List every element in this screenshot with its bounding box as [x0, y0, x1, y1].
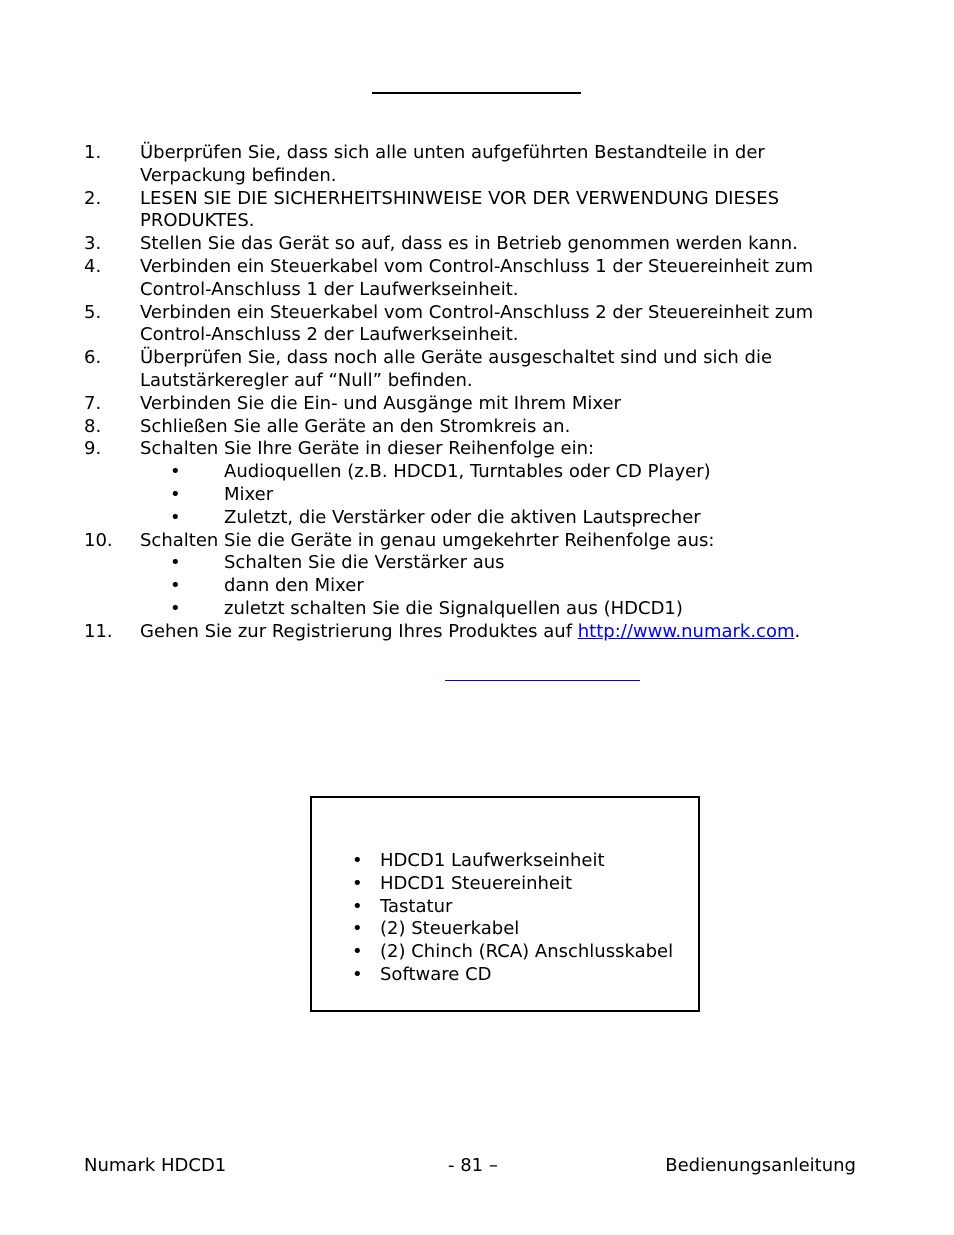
- sub-bullet-item: [84, 598, 874, 621]
- sub-bullet-item: [84, 484, 874, 507]
- step-item: [84, 302, 874, 348]
- step-number: 8.: [84, 415, 102, 437]
- step-item: [84, 530, 874, 553]
- sentence-period: .: [794, 620, 801, 642]
- list-item: [352, 896, 673, 919]
- step-item: [84, 621, 874, 644]
- sub-bullet-text: Zuletzt, die Verstärker oder die aktiven Lautsprecher: [224, 506, 701, 528]
- numark-website-link[interactable]: http://www.numark.com: [577, 620, 795, 642]
- step-number: 10.: [84, 529, 113, 551]
- contents-item-text: HDCD1 Laufwerkseinheit: [380, 850, 605, 871]
- setup-steps-list: [84, 142, 874, 644]
- step-text: [140, 621, 874, 644]
- step-item: [84, 438, 874, 461]
- contents-item-text: Software CD: [380, 963, 492, 985]
- step-text: Schalten Sie die Geräte in genau umgekehrter Reihenfolge aus:: [140, 529, 715, 551]
- bullet-dot-icon: •: [352, 941, 363, 963]
- sub-bullet-text: Mixer: [224, 483, 274, 505]
- bullet-dot-icon: •: [352, 918, 363, 940]
- step-number: 5.: [84, 301, 102, 323]
- link-underline-rule: [445, 680, 640, 681]
- bullet-dot-icon: •: [170, 552, 181, 574]
- bullet-dot-icon: •: [170, 575, 181, 597]
- step-text: Stellen Sie das Gerät so auf, dass es in Betrieb genommen werden kann.: [140, 233, 798, 255]
- contents-item-text: Tastatur: [380, 895, 453, 917]
- footer-product-name: Numark HDCD1: [84, 1155, 227, 1176]
- step-number: 6.: [84, 347, 102, 369]
- step-text: LESEN SIE DIE SICHERHEITSHINWEISE VOR DER VERWENDUNG DIESES PRODUKTES.: [140, 187, 780, 232]
- title-underline: [372, 92, 581, 94]
- registration-text: Gehen Sie zur Registrierung Ihres Produktes auf: [140, 620, 578, 642]
- step-item: [84, 188, 874, 234]
- list-item: [352, 873, 673, 896]
- bullet-dot-icon: •: [352, 895, 363, 917]
- sub-bullet-text: Audioquellen (z.B. HDCD1, Turntables oder CD Player): [224, 461, 711, 483]
- bullet-dot-icon: •: [170, 483, 181, 505]
- bullet-dot-icon: •: [170, 506, 181, 528]
- step-text: Überprüfen Sie, dass noch alle Geräte ausgeschaltet sind und sich die Lautstärkeregler auf “Null” befinden.: [140, 347, 773, 391]
- step-item: [84, 347, 874, 393]
- bullet-dot-icon: •: [352, 850, 363, 871]
- list-item: [352, 941, 673, 964]
- sub-bullet-item: [84, 507, 874, 530]
- contents-item-text: HDCD1 Steuereinheit: [380, 872, 573, 894]
- step-item: [84, 142, 874, 188]
- step-number: 2.: [84, 187, 102, 209]
- step-text: Schließen Sie alle Geräte an den Stromkreis an.: [140, 415, 571, 437]
- step-number: 1.: [84, 142, 102, 163]
- bullet-dot-icon: •: [352, 963, 363, 985]
- step-item: [84, 233, 874, 256]
- step-text: Schalten Sie Ihre Geräte in dieser Reihenfolge ein:: [140, 438, 595, 460]
- step-text: Verbinden ein Steuerkabel vom Control-Anschluss 1 der Steuereinheit zum Control-Anschluss 1 der Laufwerkseinheit.: [140, 255, 814, 300]
- sub-bullet-item: [84, 461, 874, 484]
- sub-bullet-text: dann den Mixer: [224, 575, 364, 597]
- list-item: [352, 964, 673, 987]
- box-contents-list: [352, 850, 673, 987]
- step-number: 11.: [84, 620, 113, 642]
- list-item: [352, 850, 673, 873]
- footer-page-number: - 81 –: [448, 1155, 498, 1176]
- step-item: [84, 416, 874, 439]
- step-number: 7.: [84, 392, 102, 414]
- step-number: 4.: [84, 255, 102, 277]
- step-text: Überprüfen Sie, dass sich alle unten aufgeführten Bestandteile in der Verpackung befinden.: [140, 142, 765, 186]
- step-text: Verbinden Sie die Ein- und Ausgänge mit Ihrem Mixer: [140, 392, 621, 414]
- box-contents-panel: [310, 796, 700, 1012]
- footer-document-type: Bedienungsanleitung: [665, 1155, 856, 1176]
- bullet-dot-icon: •: [352, 872, 363, 894]
- page-footer: [84, 1155, 856, 1179]
- contents-item-text: (2) Chinch (RCA) Anschlusskabel: [380, 941, 674, 963]
- bullet-dot-icon: •: [170, 597, 181, 619]
- sub-bullet-item: [84, 575, 874, 598]
- contents-item-text: (2) Steuerkabel: [380, 918, 520, 940]
- step-number: 9.: [84, 438, 102, 460]
- step-number: 3.: [84, 233, 102, 255]
- step-item: [84, 393, 874, 416]
- sub-bullet-item: [84, 552, 874, 575]
- sub-bullet-text: Schalten Sie die Verstärker aus: [224, 552, 505, 574]
- step-text: Verbinden ein Steuerkabel vom Control-Anschluss 2 der Steuereinheit zum Control-Anschluss 2 der Laufwerkseinheit.: [140, 301, 814, 346]
- bullet-dot-icon: •: [170, 461, 181, 483]
- step-item: [84, 256, 874, 302]
- sub-bullet-text: zuletzt schalten Sie die Signalquellen aus (HDCD1): [224, 597, 683, 619]
- list-item: [352, 918, 673, 941]
